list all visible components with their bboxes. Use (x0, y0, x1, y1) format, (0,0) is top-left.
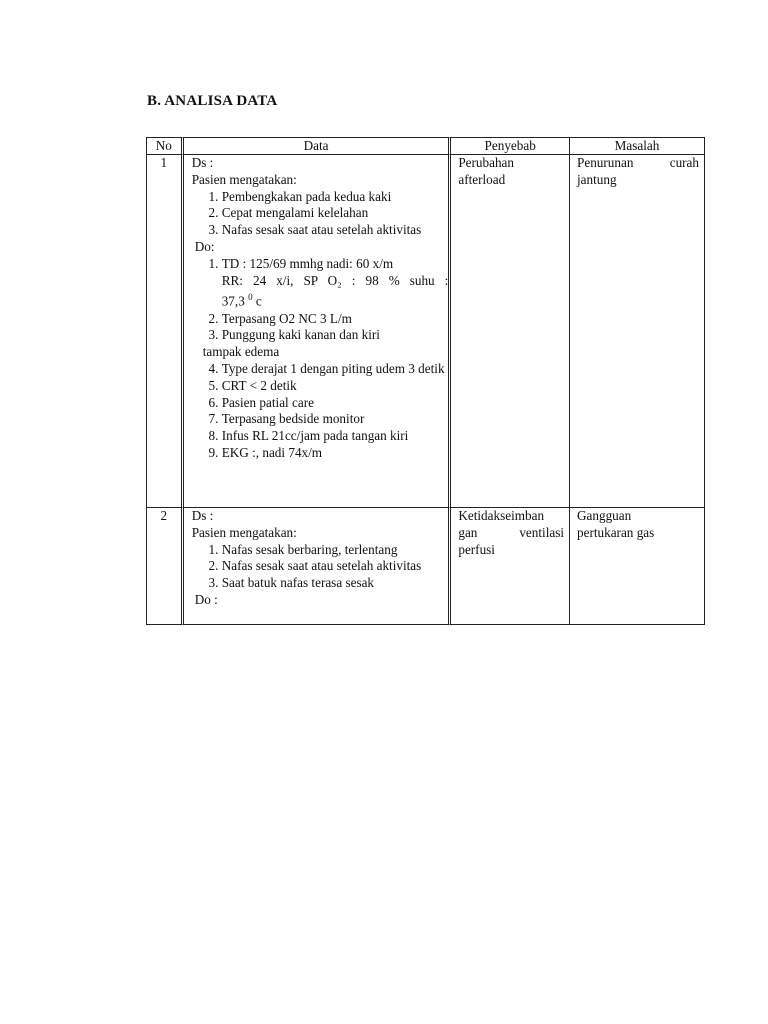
list-item: 4. Type derajat 1 dengan piting udem 3 detik (222, 361, 449, 378)
list-item: 9. EKG :, nadi 74x/m (222, 445, 449, 462)
row-number: 1 (146, 154, 181, 507)
masalah-cell (569, 507, 705, 625)
ds-list (192, 542, 449, 592)
temperature-unit: c (255, 293, 262, 309)
penyebab-cell (451, 154, 569, 507)
list-item: 5. CRT < 2 detik (222, 378, 449, 395)
list-item: 7. Terpasang bedside monitor (222, 411, 449, 428)
masalah-line: Gangguan (577, 508, 632, 523)
list-item: 1. Nafas sesak berbaring, terlentang (222, 542, 449, 559)
penyebab-cell (451, 507, 569, 625)
penyebab-line: gan ventilasi (458, 524, 565, 540)
table-row (146, 154, 705, 507)
penyebab-line: perfusi (458, 541, 495, 557)
header-data: Data (181, 137, 452, 154)
temperature-value: 37,3 (221, 293, 245, 309)
list-item: 3. Saat batuk nafas terasa sesak (222, 575, 449, 592)
row-number: 2 (146, 507, 181, 625)
list-item-continuation: tampak edema (202, 344, 280, 360)
header-masalah: Masalah (569, 137, 705, 154)
vital-signs-line-1: 1. TD : 125/69 mmhg nadi: 60 x/m (221, 255, 394, 271)
list-item (202, 327, 449, 361)
do-list (192, 256, 449, 462)
section-title: B. ANALISA DATA (147, 93, 278, 109)
ds-label: Ds : (191, 155, 214, 170)
list-item: 2. Nafas sesak saat atau setelah aktivitas (222, 558, 449, 575)
list-item (222, 256, 449, 311)
penyebab-line: afterload (458, 171, 506, 187)
do-label: Do : (194, 591, 218, 607)
ds-intro: Pasien mengatakan: (191, 171, 297, 187)
list-item-text: Punggung kaki kanan dan kiri (221, 327, 380, 343)
do-label: Do: (194, 238, 215, 254)
table-header-row (146, 137, 705, 154)
header-no: No (146, 137, 181, 154)
penyebab-line: Ketidakseimban (458, 508, 545, 523)
list-item: 3. Nafas sesak saat atau setelah aktivitas (222, 222, 449, 239)
degree-superscript: 0 (248, 292, 253, 303)
penyebab-line: Perubahan (458, 155, 515, 170)
analysis-data-table (146, 137, 705, 625)
list-item: 2. Cepat mengalami kelelahan (222, 205, 449, 222)
ds-intro: Pasien mengatakan: (191, 524, 297, 540)
masalah-line: Penurunan curah (577, 155, 699, 170)
masalah-cell (569, 154, 705, 507)
ds-label: Ds : (191, 508, 214, 523)
list-item: 6. Pasien patial care (222, 395, 449, 412)
list-item: 8. Infus RL 21cc/jam pada tangan kiri (222, 428, 449, 445)
data-cell (181, 507, 452, 625)
list-item: 1. Pembengkakan pada kedua kaki (222, 189, 449, 206)
table-row (146, 507, 705, 625)
data-cell (181, 154, 452, 507)
vital-signs-line-3 (222, 289, 449, 310)
header-penyebab: Penyebab (451, 137, 569, 154)
vital-signs-line-2: RR: 24 x/i, SP O₂ : 98 % suhu : (221, 272, 449, 288)
list-item: 2. Terpasang O2 NC 3 L/m (222, 311, 449, 328)
ds-list (192, 189, 449, 239)
masalah-line: pertukaran gas (577, 524, 655, 540)
masalah-line: jantung (577, 171, 617, 187)
